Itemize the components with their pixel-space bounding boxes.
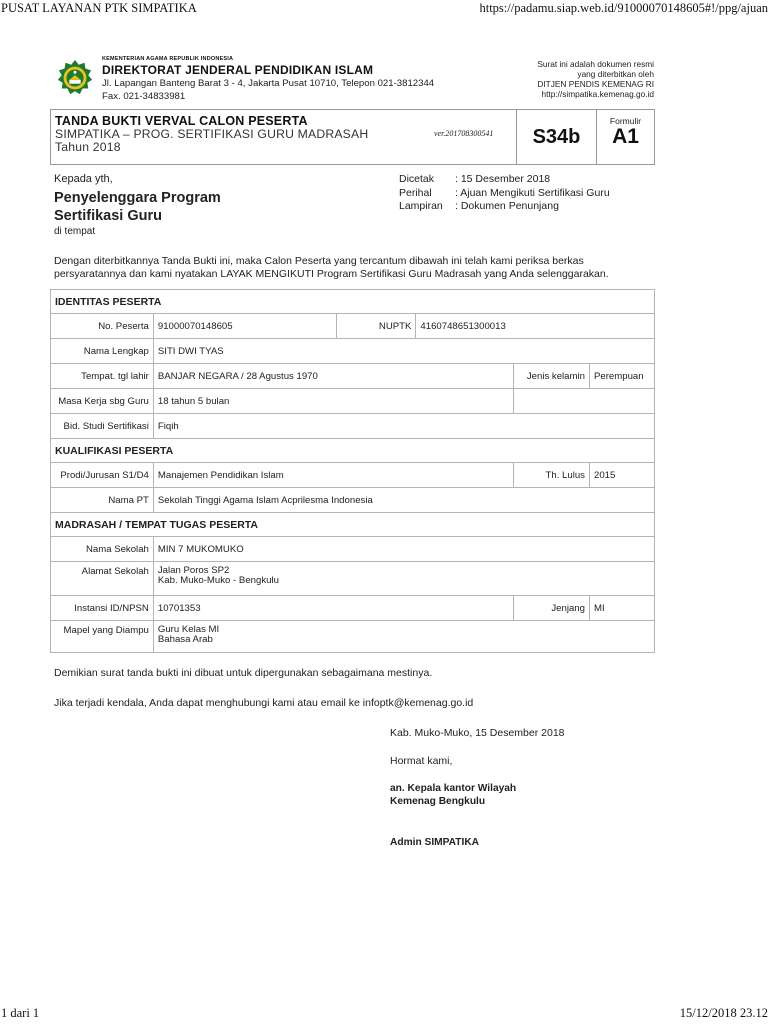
masa-kerja-value: 18 tahun 5 bulan (153, 389, 513, 414)
page-indicator: 1 dari 1 (1, 1006, 40, 1020)
form-type (596, 110, 654, 164)
document (50, 56, 655, 850)
section-header (51, 290, 655, 314)
field-label: Alamat Sekolah (51, 562, 154, 596)
empty-cell (514, 389, 655, 414)
bid-studi-value: Fiqih (153, 414, 654, 439)
participant-table (50, 289, 655, 653)
document-subtitle: SIMPATIKA – PROG. SERTIFIKASI GURU MADRASAH (55, 127, 369, 141)
nuptk-value: 4160748651300013 (416, 314, 655, 339)
contact-statement: Jika terjadi kendala, Anda dapat menghubungi kami atau email ke infoptk@kemenag.go.id (54, 697, 474, 709)
table-row (51, 339, 655, 364)
field-label: Masa Kerja sbg Guru (51, 389, 154, 414)
field-label: Nama Sekolah (51, 537, 154, 562)
sign-place-date: Kab. Muko-Muko, 15 Desember 2018 (390, 727, 565, 739)
official-note-line: yang diterbitkan oleh (577, 69, 654, 79)
table-row (51, 414, 655, 439)
recipient-name-line: Penyelenggara Program (54, 190, 221, 206)
table-row (51, 596, 655, 621)
kemenag-logo-icon (56, 59, 94, 97)
mapel-line: Bahasa Arab (157, 634, 213, 645)
meta-row (399, 187, 610, 201)
official-note-line: Surat ini adalah dokumen resmi (537, 59, 654, 69)
section-title: KUALIFIKASI PESERTA (51, 439, 655, 463)
mapel-value (153, 621, 654, 653)
field-label: Jenjang (514, 596, 590, 621)
recipient-block (50, 173, 655, 253)
field-label: No. Peserta (51, 314, 154, 339)
document-year: Tahun 2018 (55, 140, 121, 154)
prodi-value: Manajemen Pendidikan Islam (153, 463, 513, 488)
jenjang-value: MI (589, 596, 654, 621)
recipient-name-line: Sertifikasi Guru (54, 208, 162, 224)
address-line: Jl. Lapangan Banteng Barat 3 - 4, Jakarta Pusat 10710, Telepon 021-3812344 (102, 78, 435, 89)
field-label: Nama Lengkap (51, 339, 154, 364)
section-header (51, 513, 655, 537)
jenis-kelamin-value: Perempuan (589, 364, 654, 389)
alamat-line: Kab. Muko-Muko - Bengkulu (157, 575, 279, 586)
signature-block (390, 727, 655, 850)
directorate-name: DIREKTORAT JENDERAL PENDIDIKAN ISLAM (102, 63, 374, 77)
nama-sekolah-value: MIN 7 MUKOMUKO (153, 537, 654, 562)
print-timestamp: 15/12/2018 23.12 (679, 1006, 768, 1020)
meta-row (399, 200, 610, 214)
official-note (537, 59, 654, 99)
tahun-lulus-value: 2015 (589, 463, 654, 488)
meta-label: Dicetak (399, 173, 435, 185)
field-label: Tempat. tgl lahir (51, 364, 154, 389)
official-note-line: DITJEN PENDIS KEMENAG RI (537, 79, 654, 89)
sign-signer: Admin SIMPATIKA (390, 837, 480, 848)
table-row (51, 463, 655, 488)
version-label: ver.201708300541 (434, 129, 494, 138)
sign-greeting: Hormat kami, (390, 755, 453, 767)
table-row (51, 314, 655, 339)
table-row (51, 562, 655, 596)
meta-value: : Dokumen Penunjang (455, 200, 559, 212)
meta-value: : 15 Desember 2018 (455, 173, 551, 185)
print-footer (0, 1004, 768, 1024)
nama-value: SITI DWI TYAS (153, 339, 654, 364)
meta-label: Lampiran (399, 200, 443, 212)
meta-value: : Ajuan Mengikuti Sertifikasi Guru (455, 186, 610, 199)
section-header (51, 439, 655, 463)
letterhead (50, 56, 655, 106)
section-title: MADRASAH / TEMPAT TUGAS PESERTA (51, 513, 655, 537)
field-label: Nama PT (51, 488, 154, 513)
meta-row (399, 173, 610, 187)
field-label: Mapel yang Diampu (51, 621, 154, 653)
closing-statement: Demikian surat tanda bukti ini dibuat untuk dipergunakan sebagaimana mestinya. (54, 667, 433, 679)
alamat-line: Jalan Poros SP2 (157, 565, 230, 576)
table-row (51, 537, 655, 562)
meta-label: Perihal (399, 186, 432, 199)
no-peserta-value: 91000070148605 (153, 314, 336, 339)
ttl-value: BANJAR NEGARA / 28 Agustus 1970 (153, 364, 513, 389)
title-box (50, 109, 655, 165)
print-header (0, 0, 768, 20)
table-row (51, 389, 655, 414)
table-row (51, 621, 655, 653)
official-note-link: http://simpatika.kemenag.go.id (541, 89, 654, 99)
alamat-sekolah-value (153, 562, 654, 596)
letter-meta (399, 173, 610, 214)
npsn-value: 10701353 (153, 596, 513, 621)
document-title: TANDA BUKTI VERVAL CALON PESERTA (55, 114, 308, 128)
print-header-title: PUSAT LAYANAN PTK SIMPATIKA (1, 1, 197, 15)
form-type-label: Formulir (609, 116, 642, 126)
field-label: Instansi ID/NPSN (51, 596, 154, 621)
field-label: Prodi/Jurusan S1/D4 (51, 463, 154, 488)
sign-on-behalf: an. Kepala kantor Wilayah (390, 783, 517, 794)
sign-on-behalf: Kemenag Bengkulu (390, 796, 486, 807)
ministry-name: KEMENTERIAN AGAMA REPUBLIK INDONESIA (102, 56, 234, 62)
form-code: S34b (516, 110, 596, 164)
mapel-line: Guru Kelas MI (157, 624, 220, 635)
section-title: IDENTITAS PESERTA (51, 290, 655, 314)
intro-paragraph: Dengan diterbitkannya Tanda Bukti ini, maka Calon Peserta yang tercantum dibawah ini telah kami periksa berkas persyaratannya dan kami nyatakan LAYAK MENGIKUTI Program Sertifikasi Guru Madrasah yang Anda selenggarakan. (54, 255, 609, 280)
print-header-url: https://padamu.siap.web.id/91000070148605#!/ppg/ajuan (479, 1, 768, 15)
field-label: Th. Lulus (514, 463, 590, 488)
letterhead-text (102, 56, 434, 102)
field-label: NUPTK (336, 314, 416, 339)
closing-block (50, 667, 655, 710)
title-block (55, 114, 368, 154)
table-row (51, 488, 655, 513)
field-label: Jenis kelamin (514, 364, 590, 389)
nama-pt-value: Sekolah Tinggi Agama Islam Acprilesma Indonesia (153, 488, 654, 513)
fax-line: Fax. 021-34833981 (102, 90, 186, 102)
recipient-place: di tempat (54, 226, 96, 237)
recipient-salutation: Kepada yth, (54, 173, 113, 185)
form-type-value: A1 (612, 125, 639, 148)
recipient-name (54, 189, 221, 225)
table-row (51, 364, 655, 389)
field-label: Bid. Studi Sertifikasi (51, 414, 154, 439)
